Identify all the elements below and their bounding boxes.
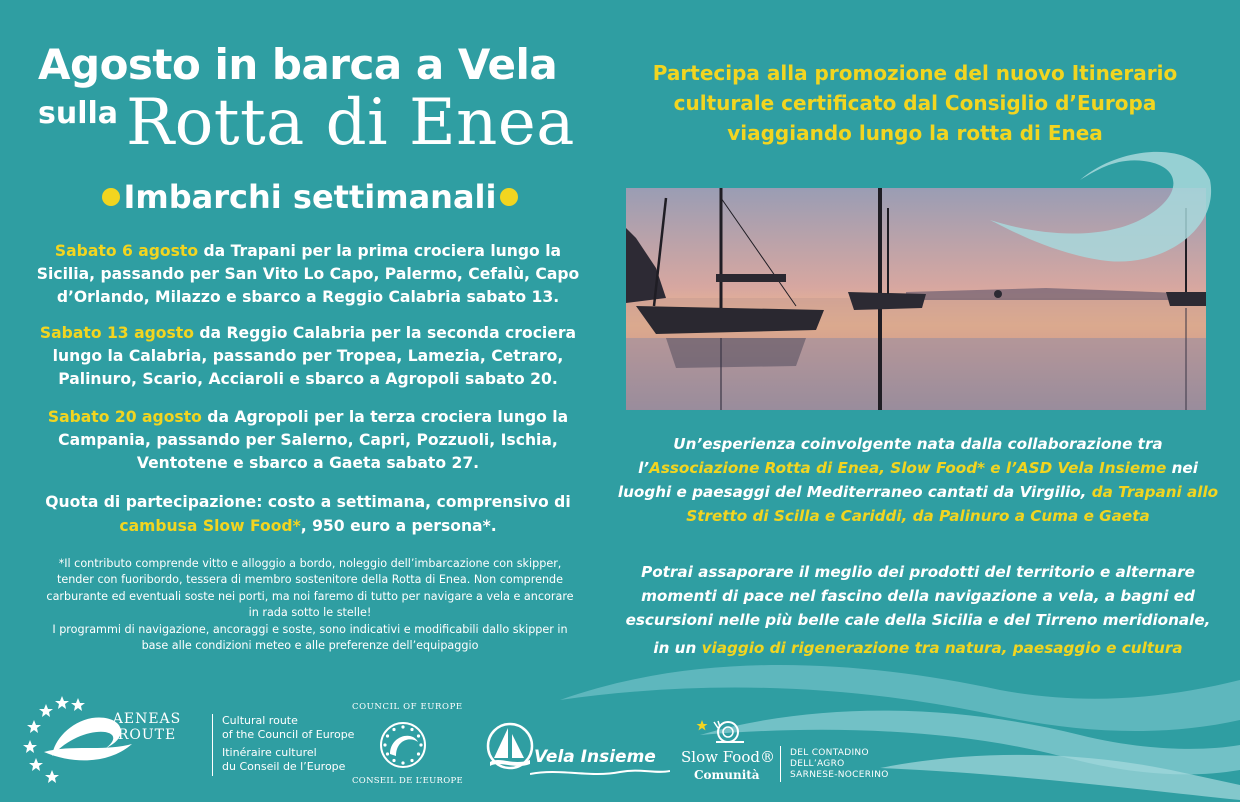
- trip-3: Sabato 20 agosto da Agropoli per la terza crociera lungo la Campania, passando per Salerno, Capri, Pozzuoli, Ischia, Ventotene e sbarco a Gaeta sabato 27.: [47, 408, 569, 472]
- logo-divider: [780, 746, 781, 782]
- council-of-europe-logo-icon: [376, 718, 430, 772]
- headline-rotta: Rotta di Enea: [126, 86, 575, 160]
- slow-food-name: Slow Food®: [681, 748, 775, 766]
- conseil-de-leurope-label: CONSEIL DE L’EUROPE: [352, 776, 464, 786]
- bullet-dot-icon: [102, 188, 120, 206]
- quota-text: Quota di partecipazione: costo a settimana, comprensivo di cambusa Slow Food*, 950 euro a persona*.: [45, 493, 571, 535]
- slow-food-community-desc: DEL CONTADINO DELL’AGRO SARNESE-NOCERINO: [790, 748, 889, 780]
- experience-text: Un’esperienza coinvolgente nata dalla collaborazione tra l’Associazione Rotta di Enea, Slow Food* e l’ASD Vela Insieme nei luoghi e paesaggi del Mediterraneo cantati da Virgilio, da Trapani allo Stretto di Scilla e Cariddi, da Palinuro a Cuma e Gaeta: [617, 435, 1219, 525]
- logo-divider: [212, 714, 213, 776]
- bullet-dot-icon: [500, 188, 518, 206]
- aeneas-route-name: AENEAS ROUTE: [112, 711, 182, 743]
- comunita-label: Comunità: [694, 768, 760, 782]
- vela-insieme-logo-icon: [486, 720, 536, 776]
- headline-sulla: sulla: [38, 96, 119, 131]
- slow-food-snail-icon: [694, 718, 746, 746]
- trip-1: Sabato 6 agosto da Trapani per la prima crociera lungo la Sicilia, passando per San Vito Lo Capo, Palermo, Cefalù, Capo d’Orlando, Milazzo e sbarco a Reggio Calabria sabato 13.: [36, 242, 580, 306]
- trip-2: Sabato 13 agosto da Reggio Calabria per la seconda crociera lungo la Calabria, passando per Tropea, Lamezia, Cetraro, Palinuro, Scario, Acciaroli e sbarco a Agropoli sabato 20.: [39, 324, 577, 388]
- embarks-title: Imbarchi settimanali: [90, 178, 530, 216]
- journey-text: in un viaggio di rigenerazione tra natura, paesaggio e cultura: [653, 639, 1183, 657]
- taste-text: Potrai assaporare il meglio dei prodotti del territorio e alternare momenti di pace nel fascino della navigazione a vela, a bagni ed escursioni nelle più belle cale della Sicilia e del Tirreno meridionale,: [625, 563, 1211, 629]
- footnotes: *Il contributo comprende vitto e alloggio a bordo, noleggio dell’imbarcazione con skipper, tender con fuoribordo, tessera di membro sostenitore della Rotta di Enea. Non comprende carburante ed eventuali soste nei porti, ma noi faremo di tutto per navigare a vela e ancorare in rada sotto le stelle! I programmi di navigazione, ancoraggi e soste, sono indicativi e modificabili dallo skipper in base alle condizioni meteo e alle preferenze dell’equipaggio: [46, 557, 574, 653]
- cultural-route-text: Cultural route of the Council of Europe Itinéraire culturel du Conseil de l’Europe: [222, 714, 355, 773]
- vela-insieme-name: Vela Insieme: [534, 747, 656, 767]
- council-of-europe-label: COUNCIL OF EUROPE: [352, 702, 463, 712]
- promo-text: Partecipa alla promozione del nuovo Itinerario culturale certificato dal Consiglio d’Europa viaggiando lungo la rotta di Enea: [652, 61, 1178, 145]
- swirl-decoration: [980, 140, 1220, 280]
- headline-line1: Agosto in barca a Vela: [38, 40, 558, 89]
- wave-underline-decoration: [530, 768, 670, 778]
